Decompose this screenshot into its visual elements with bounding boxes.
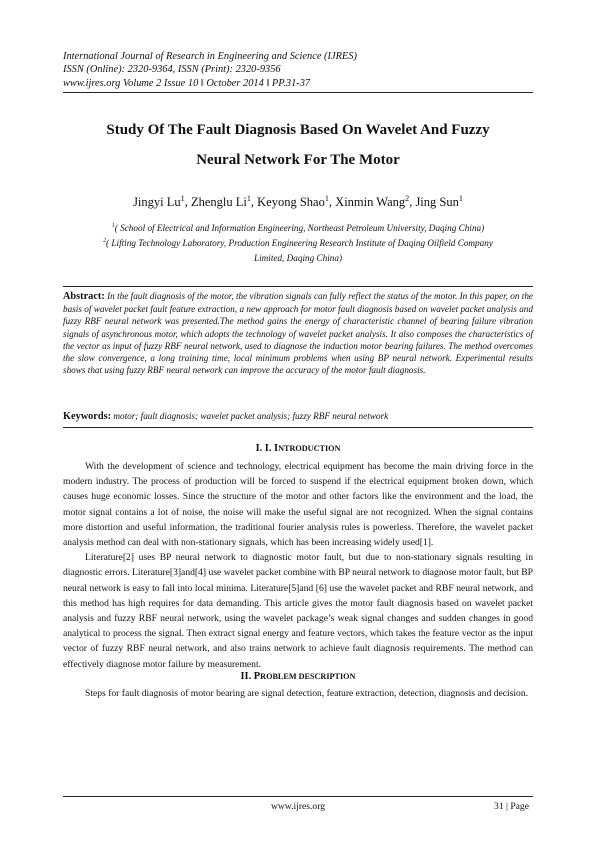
page-number: 31 | Page	[494, 801, 529, 812]
abstract-label: Abstract:	[63, 291, 105, 302]
journal-volume: www.ijres.org Volume 2 Issue 10 ǁ October 2014 ǁ PP.31-37	[63, 77, 311, 89]
paragraph: With the development of science and technology, electrical equipment has become the main driving force in the modern industry. The process of production will be forced to suspend if the electrical equipment broken down, which causes huge economic losses. Since the structure of the motor and other factors like the environment and the load, the motor signal contains a lot of noise, the noise will make the useful signal are not recognized. When the signal contains more distortion and useful information, the traditional fourier analysis rules is powerless. Therefore, the wavelet packet analysis method can deal with non-stationary signals, which has been increasing widely used[1].	[63, 461, 533, 549]
section-heading-problem: II. PROBLEM DESCRIPTION	[240, 671, 356, 682]
title-line-2: Neural Network For The Motor	[196, 152, 400, 168]
title-line-1: Study Of The Fault Diagnosis Based On Wavelet And Fuzzy	[106, 122, 490, 138]
footer-site: www.ijres.org	[270, 801, 326, 812]
journal-issn: ISSN (Online): 2320-9364, ISSN (Print): 2320-9356	[63, 64, 281, 76]
journal-header	[63, 50, 533, 90]
author-list	[63, 195, 533, 210]
keywords	[63, 411, 533, 422]
problem-body	[63, 686, 533, 701]
author: Keyong Shao$^1$,	[257, 193, 336, 209]
paragraph: Steps for fault diagnosis of motor bearing are signal detection, feature extraction, detection, diagnosis and decision.	[85, 688, 529, 699]
journal-name: International Journal of Research in Engineering and Science (IJRES)	[63, 51, 357, 62]
footer-rule	[63, 796, 533, 797]
keywords-text: motor; fault diagnosis; wavelet packet analysis; fuzzy RBF neural network	[113, 411, 389, 421]
abstract-bottom-rule	[63, 427, 533, 428]
paper-title	[63, 115, 533, 175]
author: Jingyi Lu$^1$,	[133, 193, 191, 209]
section-heading-introduction: I. I. INTRODUCTION	[255, 443, 341, 454]
affiliation-2: $^2$( Lifting Technology Laboratory, Production Engineering Research Institute of Daqing Oilfield Company	[103, 237, 493, 248]
keywords-label: Keywords:	[63, 411, 112, 422]
author: Jing Sun$^1$	[415, 193, 463, 209]
affiliation-1: $^1$( School of Electrical and Information Engineering, Northeast Petroleum University, Daqing China)	[111, 222, 485, 233]
abstract-top-rule	[63, 286, 533, 287]
author: Zhenglu Li$^1$,	[190, 193, 258, 209]
header-rule	[63, 92, 533, 93]
affiliation-2-cont: Limited, Daqing China)	[253, 253, 343, 263]
author: Xinmin Wang$^2$,	[335, 193, 416, 209]
affiliations	[63, 221, 533, 266]
abstract	[63, 290, 533, 376]
abstract-text: In the fault diagnosis of the motor, the vibration signals can fully reflect the status of the motor. In this paper, on the basis of wavelet packet fault feature extraction, a new approach for motor fault diagnosis based on wavelet packet analysis and fuzzy RBF neural network was presented.The method gains the energy of characteristic channel of bearing failure vibration signals of asynchronous motor, which adopts the technology of wavelet packet analysis. It also composes the characteristics of the vector as input of fuzzy RBF neural network, used to diagnose the induction motor bearing failures. The method overcomes the slow convergence, a long training time, local minimum problems when using BP neural network. Experimental results shows that using fuzzy RBF neural network can improve the accuracy of the motor fault diagnosis.	[63, 291, 534, 376]
introduction-body	[63, 459, 533, 672]
paragraph: Literature[2] uses BP neural network to diagnostic motor fault, but due to non-stationary signals resulting in diagnostic errors. Literature[3]and[4] use wavelet packet combine with BP neural network to diagnose motor fault, but BP neural network is easy to fall into local minima. Literature[5]and [6] use the wavelet packet and RBF neural network, and this method has high requires for data demanding. This article gives the motor fault diagnosis based on wavelet packet analysis and fuzzy RBF neural network, using the wavelet package’s weak signal changes and sudden changes in good analytical to process the signal. Then extract signal energy and feature vectors, which takes the feature vector as the input vector of fuzzy RBF neural network, and also trains network to achieve fault diagnosis requirements. The method can effectively diagnose motor failure by measurement.	[63, 552, 533, 670]
